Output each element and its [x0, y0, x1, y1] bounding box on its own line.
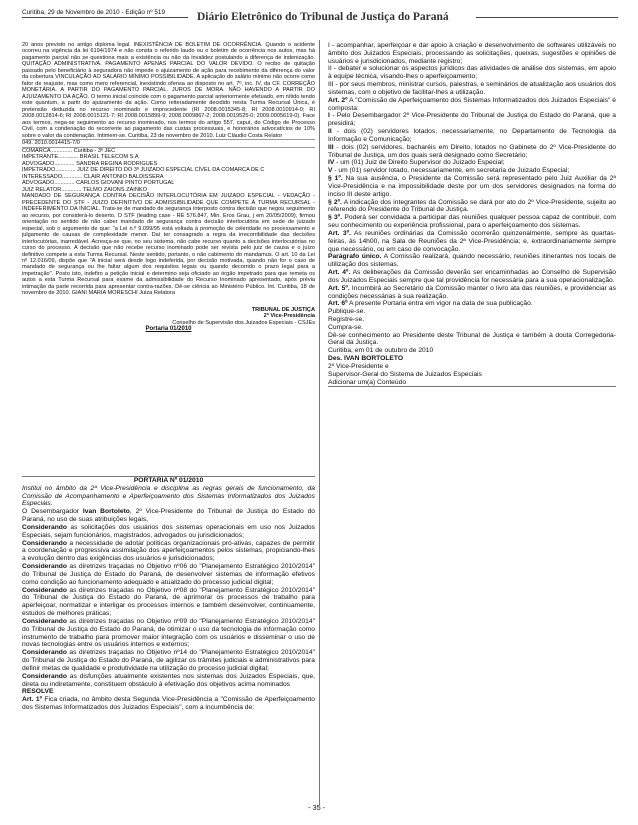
- case-field: INTERESSADO............. CLAIR ANTONIO BALDISSERA: [22, 173, 164, 180]
- consideration-head: Considerando: [22, 539, 67, 547]
- case-field: IMPETRANTE............. BRASIL TELECOM S.A: [22, 154, 139, 161]
- article-head: Art. 2º: [328, 96, 348, 104]
- member-item: [328, 167, 616, 175]
- right-column: [328, 42, 616, 387]
- consideration: [22, 540, 315, 563]
- item-number: V: [328, 167, 333, 175]
- section-rule: [328, 386, 616, 387]
- article-5: [328, 285, 616, 301]
- item-text: - acompanhar, aperfeiçoar e dar apoio à criação e desenvolvimento de softwares utilizáveis no âmbito dos Juizados Especiais, processando as solicitações, queixas, sugestões e opiniões de usuários e jurisdicionados, mediante registro;: [328, 42, 616, 65]
- article-head: Art. 1º: [22, 696, 43, 704]
- header-rule-right: [476, 17, 618, 18]
- article-1: [22, 696, 315, 712]
- item-number: II: [328, 65, 332, 73]
- article-text: Incumbirá ao Secretário da Comissão manter o livro ata das reuniões, e providenciar as condições necessárias à sua realização.: [328, 284, 616, 300]
- list-item: [328, 65, 616, 81]
- consideration-head: Considerando: [22, 523, 67, 531]
- article-6: [328, 300, 616, 308]
- closing-line: Cumpra-se.: [328, 323, 363, 331]
- case-field: ADVOGADO............. SANDRA REGINA RODRIGUES: [22, 160, 158, 167]
- paragraph-3: [328, 214, 616, 230]
- tribunal-name: TRIBUNAL DE JUSTIÇA: [251, 306, 315, 313]
- paragraph-text: A indicação dos integrantes da Comissão se dará por ato do 2º Vice-Presidente, sujeito ao referendo do Presidente do Tribunal de Justiça.: [328, 198, 616, 214]
- article-text: Fica criada, no âmbito desta Segunda Vice-Presidência a "Comissão de Aperfeiçoamento dos Sistemas Informatizados dos Juizados Especiais", com a incumbência de:: [22, 696, 315, 712]
- vice-presidency: 2ª Vice-Presidência: [263, 313, 315, 320]
- closing-line: Registre-se.: [328, 315, 365, 323]
- consideration-head: Considerando: [22, 586, 67, 594]
- paragraph-head: Parágrafo único.: [328, 253, 382, 261]
- item-text: - dois (02) servidores, bacharéis em Direito, lotados no Gabinete do 2º Vice-Presidente do Tribunal de Justiça, um dos quais será designado como Secretário;: [328, 143, 616, 159]
- paragraph-head: § 1º.: [328, 175, 343, 183]
- consideration-head: Considerando: [22, 563, 67, 571]
- article-3: [328, 230, 616, 253]
- sole-paragraph: [328, 253, 616, 269]
- desembargador-name: Ivan Bortoleto: [82, 508, 130, 516]
- case-field: ADVOGADO............. CARLOS GIOVANI PINTO PORTUGAL: [22, 180, 175, 187]
- consideration-text: as diretrizes traçadas no Objetivo nº09 do "Planejamento Estratégico 2010/2014" do Tribunal de Justiça do Estado do Paraná, de otimizar o uso da tecnologia de informação como instrumento de trabalho para promover maior integração com os usuários e disseminar o uso de novas tecnologias entre os usuários internos e externos;: [22, 617, 315, 649]
- article-head: Art. 4º.: [328, 269, 351, 277]
- article-2: [328, 97, 616, 113]
- item-text: - por seus membros, ministrar cursos, palestras, e seminários de atualização aos usuários dos sistemas, com o objetivo de facilitar-lhes a utilização.: [328, 81, 616, 96]
- article-text: A "Comissão de Aperfeiçoamento dos Sistemas Informatizados dos Juizados Especiais" é composta:: [328, 96, 616, 112]
- consideration-text: as disfunções atualmente existentes nos sistemas dos Juizados Especiais, que, direta ou indiretamente, constituem obstáculo à efetivação dos objetivos acima nominados: [22, 672, 315, 688]
- item-text: - um (01) Juiz de Direito Supervisor do Juizado Especial;: [334, 159, 505, 167]
- process-number: 049. 2010.0014415-7/0: [22, 140, 80, 147]
- article-4: [328, 269, 616, 285]
- paragraph-head: § 2º.: [328, 198, 342, 206]
- article-text: A presente Portaria entra em vigor na data de sua publicação.: [347, 300, 533, 308]
- case-field: COMARCA ............. Curitiba - 3º JEC: [22, 147, 116, 154]
- opening-paragraph: [22, 508, 315, 524]
- column-divider: [319, 40, 320, 805]
- list-item: [328, 42, 616, 65]
- header-title: Diário Eletrônico do Tribunal de Justiça do Paraná: [197, 11, 449, 23]
- consideration-text: as solicitações dos usuários dos sistemas operacionais em uso nos Juizados Especiais, sejam funcionários, magistrados, advogados ou jurisdicionados;: [22, 523, 315, 539]
- portaria-title: PORTARIA Nº 01/2010: [133, 477, 204, 484]
- member-item: [328, 128, 616, 144]
- consideration: [22, 524, 315, 540]
- consideration-text: as diretrizes traçadas no Objetivo nº14 do "Planejamento Estratégico 2010/2014" do Tribunal de Justiça do Estado do Paraná, de agilizar os trâmites judiciais e administrativos para definir metas de qualidade e produtividade na utilização do processo judicial digital;: [22, 649, 315, 672]
- member-item: [328, 144, 616, 160]
- article-head: Art. 6º: [328, 300, 348, 308]
- portaria-heading: Portaria 01/2010: [145, 326, 192, 333]
- member-item: [328, 112, 616, 128]
- signature-role: 2º Vice-Presidente e: [328, 362, 389, 370]
- portaria-column: [22, 476, 315, 712]
- opening-prefix: O Desembargador: [22, 508, 83, 516]
- consideration-text: a necessidade de adotar políticas organizacionais pró-ativas, capazes de permitir a coordenação e progressiva assimilação dos aperfeiçoamentos pelos sistemas, propiciando-lhes a evolução dentro das exigências dos usuários e jurisdicionados;: [22, 539, 315, 563]
- opening-suffix: , 2º Vice-Presidente do Tribunal de Justiça do Estado do Paraná, no uso de suas atribuições legais,: [22, 508, 316, 524]
- signature-role: Supervisor-Geral do Sistema de Juizados Especiais: [328, 370, 482, 378]
- item-number: III: [328, 143, 334, 151]
- case-field: IMPETRADO............. JUIZ DE DIREITO DO 3º JUIZADO ESPECIAL CÍVEL DA COMARCA DE C: [22, 167, 265, 174]
- paragraph-text: Poderá ser convidada a participar das reuniões qualquer pessoa capaz de contribuir, com seu conhecimento ou experiência profissional, para o aperfeiçoamento dos sistemas.: [328, 214, 616, 230]
- article-text: As deliberações da Comissão deverão ser encaminhadas ao Conselho de Supervisão dos Juizados Especiais sempre que tal providência for necessária para a sua operacionalização.: [328, 269, 616, 284]
- consideration-text: as diretrizes traçadas no Objetivo nº08 do "Planejamento Estratégico 2010/2014" do Tribunal de Justiça do Estado do Paraná, de aprimorar os processos de trabalho para aperfeiçoar, normatizar e interligar os processos internos e também desenvolver, continuamente, estudos de melhores práticas;: [22, 586, 315, 618]
- consideration: [22, 673, 315, 689]
- signature-name: Des. IVAN BORTOLETO: [328, 355, 404, 363]
- consideration-head: Considerando: [22, 617, 67, 625]
- item-number: I: [328, 112, 330, 120]
- article-text: As reuniões ordinárias da Comissão ocorrerão quinzenalmente, sempre às quartas-feiras, às 14h00, na Sala de Reuniões da 2ª Vice-Presidência; e, extraordinariamente sempre que necessário, ou em caso de convocação.: [328, 229, 616, 253]
- header-rule-left: [22, 17, 188, 18]
- council-name: Conselho de Supervisão dos Juizados Especiais - CSJEs: [172, 319, 315, 326]
- paragraph-2: [328, 199, 616, 215]
- item-text: - um (01) servidor lotado, necessariamente, em secretaria de Juizado Especial;: [332, 167, 570, 175]
- page-number: - 35 -: [308, 803, 326, 812]
- consideration: [22, 618, 315, 649]
- decision-text-2: MANDADO DE SEGURANÇA CONTRA DECISÃO INTERLOCUTÓRIA EM JUIZADO ESPECIAL - VEDAÇÃO - PRECEDENTE DO STF - JUIZO DEFINITIVO DE ADMISSIBILIDADE QUE COMPETE À TURMA RECURSAL - INDEFERIMENTO DA INICIAL. Trata-se de mandado de segurança interposto contra decisão que negou seguimento ao recurso, por considerá-lo deserto. O STF (leading case - RE 576.847, Min. Eros Grau, j em 20/05/2009), firmou orientação no sentido de não caber mandado de segurança contra decisão interlocutória em sede de juizado especial, sob o argumento de que: ''a Lei n.º 9.099/95 está voltada à promoção de celeridade no processamento e julgamento de causas de complexidade menor. Daí ter consagrado a regra da irrecorribilidade das decisões interlocutórias, inarredável. Acresça-se que, no seu sistema, não cabe recurso quanto a decisões interlocutórias no curso do processo. A decisão que não recebe recurso inominado pode ser revista pelo juiz de causa e o juízo definitivo compete a esta Turma Recursal. Neste sentido, portanto, o não cabimento do mandamus. O art. 10 da Lei nº 12.016/09, dispõe que ''A inicial será desde logo indeferida, por decisão motivada, quando não for o caso de mandado de segurança ou lhe faltar algum dos requisitos legais ou quando decorrido o prazo legal para a impetração''. Posto isto, indefiro a petição inicial e determino seja oficiado ao órgão impetrado para que remeta os autos a esta Turma Recursal para exame da admissibilidade do Recurso Inominado apresentado, após prévia intimação da parte recorrida para apresentar contra-razões. Dê-se ciência ao Ministério Público. Int. Curitiba, 18 de novembro de 2010. GIANI MARIA MORESCHI Juiza Relatora: [22, 193, 315, 297]
- left-top-column: [22, 42, 315, 333]
- article-head: Art. 5º.: [328, 284, 350, 292]
- header-date: Curitiba, 29 de Novembro de 2010 - Edição nº 519: [22, 9, 166, 16]
- consideration: [22, 563, 315, 586]
- add-content-link[interactable]: Adicionar um(a) Conteúdo: [328, 378, 407, 386]
- decision-text-1: 20 anos previsto no antigo diploma legal. INEXISTÊNCIA DE BOLETIM DE OCORRÊNCIA. Quando o acidente ocorreu na vigência da lei 6194/1974 e não consta o referido laudo ou o boletim de ocorrência nos autos, mas há pagamento parcial não se questiona mais a existência ou não da invalidez postulando a diferença de indenização. QUITAÇÃO ADMINISTRATIVA. PAGAMENTO APENAS PARCIAL DO VALOR DEVIDO. O recibo de quitação passado pelo beneficiário à seguradora não impede o ajuizamento de ação para recebimento da diferença do valor da cobertura VINCULAÇÃO AO SALÁRIO MÍNIMO POSSIBILIDADE. A aplicação do salário mínimo não ocorre como fator de reajuste, mas como mero referencial, inexistindo ofensa ao disposto no art. 7º, inc. IV, da CF. CORREÇÃO MONETÁRIA. A PARTIR DO PAGAMENTO PARCIAL. JUROS DE MORA. NÃO HAVENDO A PARTIR DO AJUIZAMENTO DA AÇÃO. O termo inicial coincide com o pagamento parcial anteriormente efetuado, em nítido tendo este quantum, a partir do ajuizamento da ação. Como reiteradamente decidido nesta Turma Recursal Única, é pretensão deduzida no recurso inominado e improcedente (RI 2008.0015345-8; RI 2008.0010914-0; RI 2008.0012814-6; RI 2008.0015121-7; RI 2008.0015899-9; 2008.0009867-2; 2008.0019525-0; 2009.0005619-0). Face aos termos, nega-se seguimento ao recurso inominado, nos termos do artigo 557, caput, do Código de Processo Civil, com a condenação do recorrente ao pagamento das custas processuais, e honorários advocatícios de 10% sobre o valor da condenação. Intimem-se. Curitiba, 23 de novembro de 2010. Luiz Cláudio Costa Relator: [22, 42, 315, 139]
- consideration-head: Considerando: [22, 672, 67, 680]
- item-number: IV: [328, 159, 335, 167]
- article-head: Art. 3º.: [328, 229, 351, 237]
- item-text: - Pelo Desembargador 2º Vice-Presidente do Tribunal de Justiça do Estado do Paraná, que a presidirá;: [328, 112, 616, 128]
- item-number: I: [328, 42, 330, 49]
- item-number: II: [328, 128, 332, 136]
- resolve-heading: RESOLVE: [22, 688, 54, 696]
- paragraph-1: [328, 175, 616, 198]
- list-item: [328, 81, 616, 97]
- paragraph-text: Na sua ausência, o Presidente da Comissão será representado pelo Juiz Auxiliar da 2ª Vice-Presidência e na impossibilidade deste por um dos servidores designados na forma do inciso III deste artigo.: [328, 175, 616, 198]
- case-field: JUIZ RELATOR............. TELMO ZAIONS ZAINKO: [22, 186, 147, 193]
- paragraph-head: § 3º.: [328, 214, 343, 222]
- consideration: [22, 649, 315, 672]
- signature-date: Curitiba, em 01 de outubro de 2010: [328, 347, 434, 355]
- item-text: - debater e solucionar os aspectos jurídicos das atividades de análise dos sistemas, em apoio à equipe técnica, visando-lhes o aperfeiçoamento;: [328, 65, 616, 81]
- consideration-text: as diretrizes traçadas no Objetivo nº06 do "Planejamento Estratégico 2010/2014" do Tribunal de Justiça do Estado do Paraná, de desenvolver sistemas de informação efetivos como condição ao funcionamento adequado e atualizado do processo judicial digital;: [22, 563, 315, 586]
- paragraph-text: A Comissão realizará, quando necessário, reuniões itinerantes nos locais de utilização dos sistemas.: [328, 253, 616, 269]
- consideration-head: Considerando: [22, 649, 67, 657]
- consideration: [22, 587, 315, 618]
- item-number: III: [328, 81, 334, 89]
- item-text: - dois (02) servidores lotados, necessariamente, no Departamento de Tecnologia da Informação e Comunicação;: [328, 128, 616, 143]
- portaria-intro: Institui no âmbito da 2ª Vice-Presidência e disciplina as regras gerais de funcionamento, da Comissão de Acompanhamento e Aperfeiçoamento dos Sistemas Informatizados dos Juizados Especiais.: [22, 484, 315, 508]
- final-paragraph: Dê-se conhecimento ao Presidente deste Tribunal de Justiça e também à douta Corregedoria-Geral da Justiça.: [328, 331, 616, 347]
- member-item: [328, 159, 616, 167]
- closing-line: Publique-se.: [328, 308, 366, 316]
